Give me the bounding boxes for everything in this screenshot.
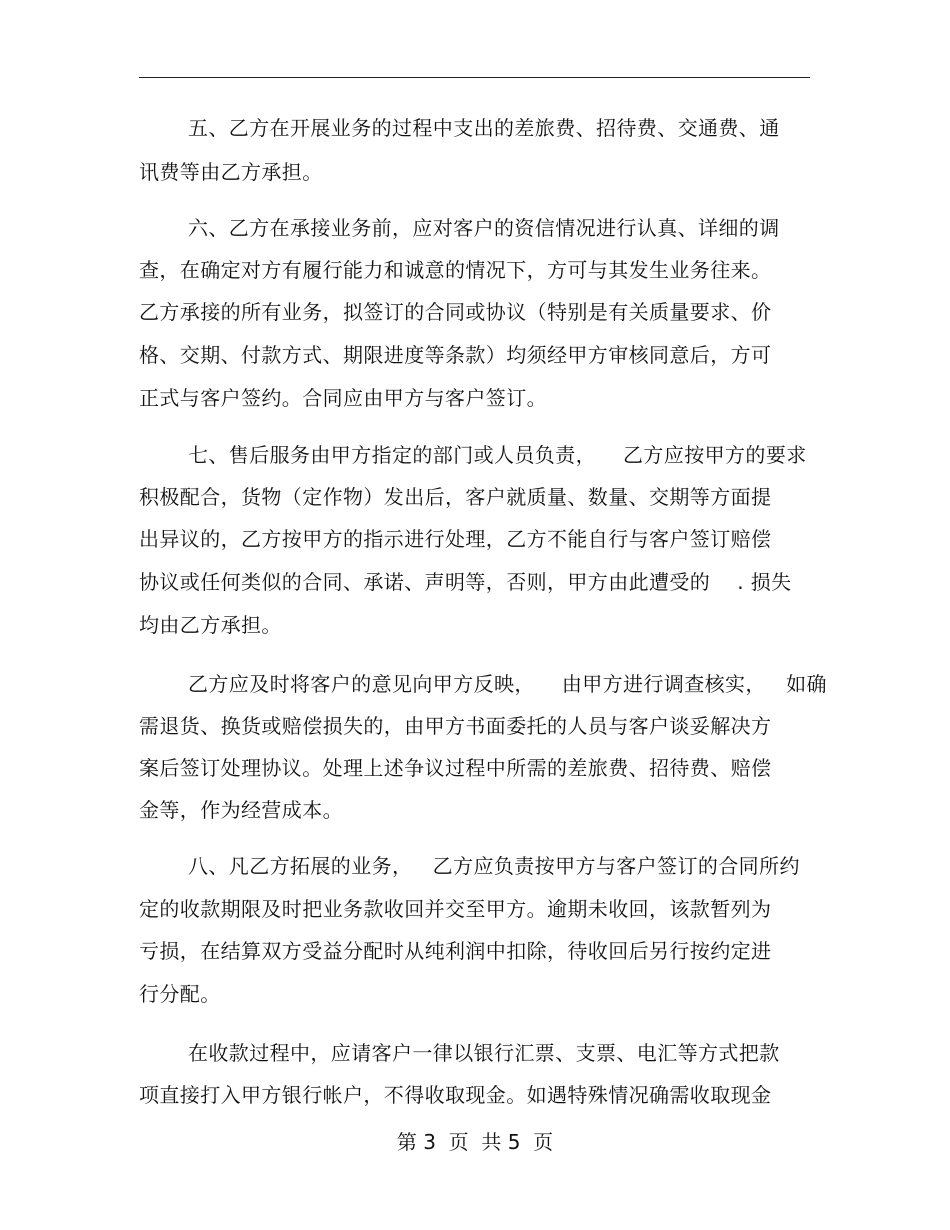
paragraph-8-line-1: 八、凡乙方拓展的业务， 乙方应负责按甲方与客户签订的合同所约: [188, 854, 800, 878]
paragraph-6-line-4: 格、交期、付款方式、期限进度等条款）均须经甲方审核同意后，方可: [139, 343, 772, 367]
paragraph-7-line-4: 协议或任何类似的合同、承诺、声明等，否则，甲方由此遭受的 . 损失: [139, 570, 792, 594]
paragraph-6-line-1: 六、乙方在承接业务前，应对客户的资信情况进行认真、详细的调: [188, 216, 780, 240]
paragraph-7-line-3: 出异议的，乙方按甲方的指示进行处理，乙方不能自行与客户签订赔偿: [139, 527, 772, 551]
paragraph-collection-line-1: 在收款过程中，应请客户一律以银行汇票、支票、电汇等方式把款: [188, 1041, 780, 1065]
paragraph-6-line-2: 查，在确定对方有履行能力和诚意的情况下，方可与其发生业务往来。: [139, 258, 772, 282]
paragraph-5-line-1: 五、乙方在开展业务的过程中支出的差旅费、招待费、交通费、通: [188, 116, 780, 140]
paragraph-feedback-line-4: 金等，作为经营成本。: [139, 798, 343, 822]
page-number-footer: 第 3 页 共 5 页: [396, 1130, 554, 1154]
paragraph-feedback-line-3: 案后签订处理协议。处理上述争议过程中所需的差旅费、招待费、赔偿: [139, 756, 772, 780]
paragraph-7-line-5: 均由乙方承担。: [139, 613, 282, 637]
paragraph-6-line-5: 正式与客户签约。合同应由甲方与客户签订。: [139, 386, 547, 410]
paragraph-feedback-line-1: 乙方应及时将客户的意见向甲方反映， 由甲方进行调查核实， 如确: [188, 672, 827, 696]
paragraph-5-line-2: 讯费等由乙方承担。: [139, 160, 323, 184]
paragraph-7-line-1: 七、售后服务由甲方指定的部门或人员负责， 乙方应按甲方的要求: [188, 443, 807, 467]
paragraph-7-line-2: 积极配合，货物（定作物）发出后，客户就质量、数量、交期等方面提: [139, 485, 772, 509]
paragraph-feedback-line-2: 需退货、换货或赔偿损失的，由甲方书面委托的人员与客户谈妥解决方: [139, 714, 772, 738]
paragraph-8-line-4: 行分配。: [139, 982, 221, 1006]
paragraph-6-line-3: 乙方承接的所有业务，拟签订的合同或协议（特别是有关质量要求、价: [139, 300, 772, 324]
paragraph-8-line-3: 亏损，在结算双方受益分配时从纯利润中扣除，待收回后另行按约定进: [139, 939, 772, 963]
paragraph-8-line-2: 定的收款期限及时把业务款收回并交至甲方。逾期未收回，该款暂列为: [139, 897, 772, 921]
paragraph-collection-line-2: 项直接打入甲方银行帐户，不得收取现金。如遇特殊情况确需收取现金: [139, 1083, 772, 1107]
header-rule: [139, 77, 810, 78]
